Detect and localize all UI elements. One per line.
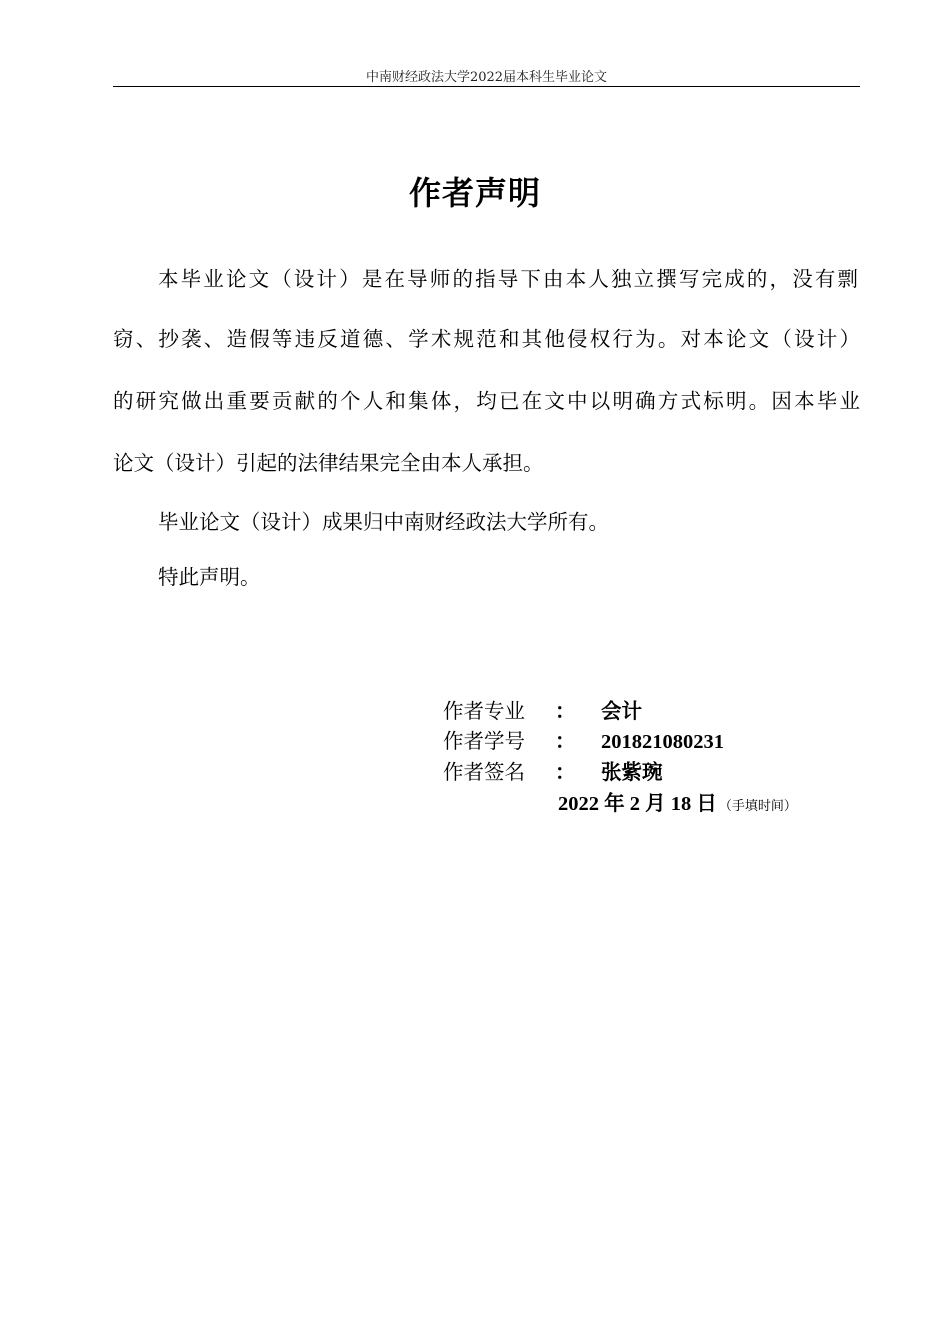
major-value: 会计 [601,701,642,723]
date-note: （手填时间） [718,799,797,814]
info-row-signature [443,755,663,785]
colon: ： [555,699,576,723]
student-id-value: 201821080231 [601,731,724,753]
student-id-label: 作者学号 [443,729,525,753]
paragraph-line: 窃、抄袭、造假等违反道德、学术规范和其他侵权行为。对本论文（设计） [113,327,860,351]
signing-date: 2022 年 2 月 18 日 [558,793,717,815]
ownership-paragraph: 毕业论文（设计）成果归中南财经政法大学所有。 [158,510,609,534]
signature-value: 张紫琬 [601,762,663,784]
info-row-student-id [443,724,724,754]
signature-label: 作者签名 [443,760,525,784]
paragraph-line: 本毕业论文（设计）是在导师的指导下由本人独立撰写完成的，没有剽 [158,267,858,291]
major-label: 作者专业 [443,699,525,723]
paragraph-line: 论文（设计）引起的法律结果完全由本人承担。 [113,451,544,475]
paragraph-line: 的研究做出重要贡献的个人和集体，均已在文中以明确方式标明。因本毕业 [113,389,860,413]
colon: ： [555,760,576,784]
closing-statement: 特此声明。 [158,565,261,589]
info-row-major [443,694,642,724]
page-title: 作者声明 [408,174,541,212]
page-header: 中南财经政法大学2022届本科生毕业论文 [113,66,860,87]
date-row [558,786,797,816]
colon: ： [555,729,576,753]
